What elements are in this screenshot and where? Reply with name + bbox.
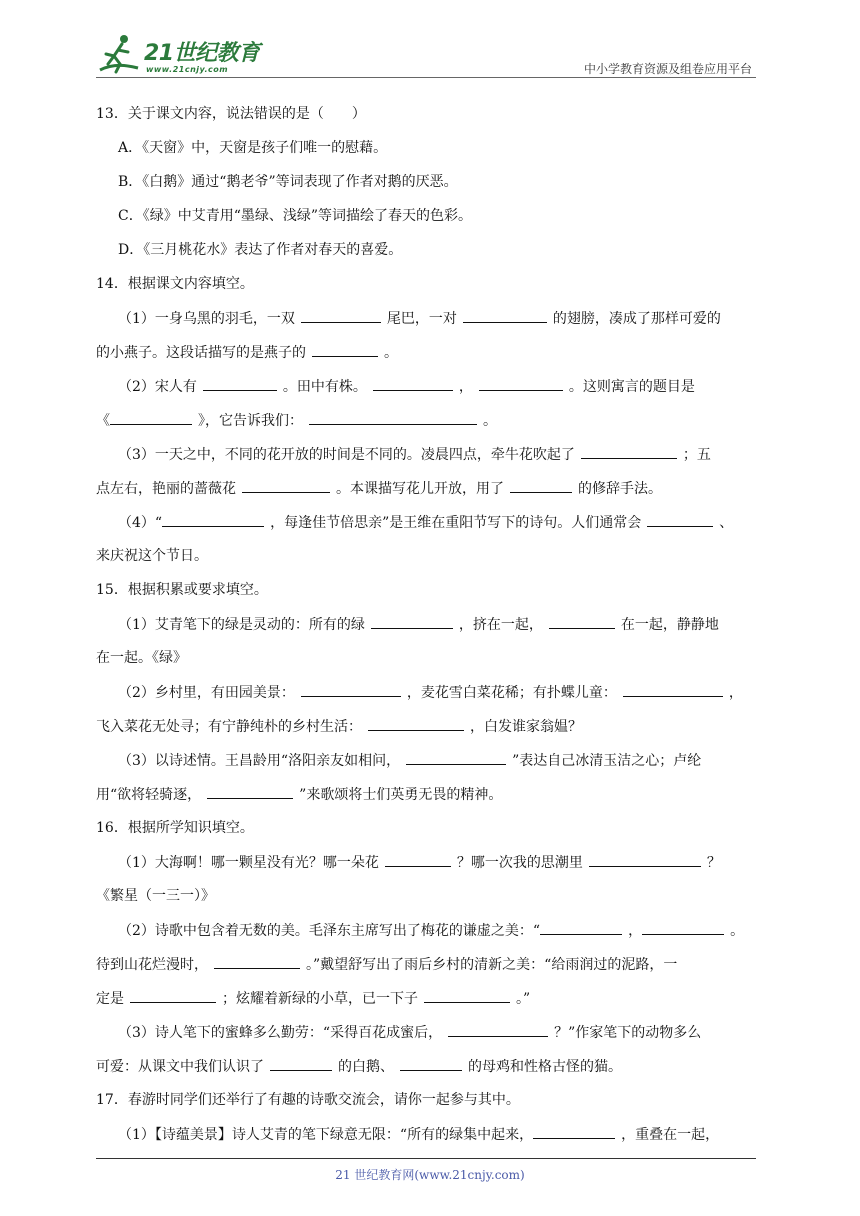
text-segment: 《 (96, 413, 110, 429)
q13-stem: 13．关于课文内容，说法错误的是（ ） (96, 106, 366, 122)
answer-blank[interactable] (301, 682, 401, 697)
text-segment: （2）宋人有 (118, 379, 197, 395)
answer-blank[interactable] (130, 988, 216, 1003)
text-segment: 飞入菜花无处寻；有宁静纯朴的乡村生活： (96, 719, 362, 735)
q14-part4-line2: 来庆祝这个节日。 (96, 548, 208, 564)
text-segment: （1）大海啊！哪一颗星没有光？哪一朵花 (118, 855, 379, 871)
answer-blank[interactable] (549, 614, 615, 629)
answer-blank[interactable] (623, 682, 723, 697)
q16-part1-line2: 《繁星（一三一）》 (96, 888, 215, 904)
q14-part4-line1 (118, 512, 733, 533)
q14-part3-line1 (118, 444, 711, 465)
text-segment: （4）“ (118, 515, 163, 531)
text-segment: 点左右，艳丽的蔷薇花 (96, 481, 236, 497)
text-segment: 。这则寓言的题目是 (568, 379, 695, 395)
q15-part2-line1 (118, 682, 743, 703)
text-segment: 的小燕子。这段话描写的是燕子的 (96, 345, 306, 361)
answer-blank[interactable] (533, 1124, 615, 1139)
text-segment: ，白发谁家翁媪？ (470, 719, 582, 735)
answer-blank[interactable] (463, 308, 547, 323)
q14-part3-line2 (96, 478, 662, 499)
q14-part1-line2 (96, 342, 398, 363)
q14-part2-line1 (118, 376, 695, 397)
logo-text: 21世纪教育 (144, 41, 260, 66)
text-segment: 的白鹅、 (338, 1059, 394, 1075)
answer-blank[interactable] (373, 376, 453, 391)
text-segment: 的修辞手法。 (578, 481, 662, 497)
q15-part3-line1 (118, 750, 701, 771)
page-header (96, 28, 756, 80)
text-segment: ，麦花雪白菜花稀；有扑蝶儿童： (406, 685, 617, 701)
header-divider (96, 77, 756, 78)
text-segment: 的母鸡和性格古怪的猫。 (468, 1059, 622, 1075)
text-segment: 。” (516, 991, 531, 1007)
q16-part2-line2 (96, 954, 677, 975)
q13-option-b: B．《白鹅》通过“鹅老爷”等词表现了作者对鹅的厌恶。 (118, 174, 458, 190)
text-segment: ？”作家笔下的动物多么 (554, 1025, 702, 1041)
answer-blank[interactable] (642, 920, 724, 935)
text-segment: 。 (384, 345, 398, 361)
q13-option-c: C．《绿》中艾青用“墨绿、浅绿”等词描绘了春天的色彩。 (118, 208, 473, 224)
answer-blank[interactable] (448, 1022, 548, 1037)
q17-part1-line1 (118, 1124, 719, 1145)
answer-blank[interactable] (162, 512, 264, 527)
text-segment: ？哪一次我的思潮里 (456, 855, 583, 871)
text-segment: （3）一天之中，不同的花开放的时间是不同的。凌晨四点，牵牛花吹起了 (118, 447, 575, 463)
footer-divider (96, 1158, 756, 1159)
answer-blank[interactable] (203, 376, 277, 391)
text-segment: （1）【诗蕴美景】诗人艾青的笔下绿意无限：“所有的绿集中起来， (118, 1127, 534, 1143)
text-segment: 可爱：从课文中我们认识了 (96, 1059, 264, 1075)
text-segment: （3）以诗述情。王昌龄用“洛阳亲友如相问， (118, 753, 401, 769)
text-segment: 》，它告诉我们： (198, 413, 303, 429)
answer-blank[interactable] (385, 852, 451, 867)
text-segment: ，挤在一起， (458, 617, 543, 633)
answer-blank[interactable] (309, 410, 477, 425)
text-segment: ；炫耀着新绿的小草，已一下子 (222, 991, 418, 1007)
text-segment: 。本课描写花儿开放，用了 (336, 481, 504, 497)
answer-blank[interactable] (312, 342, 378, 357)
text-segment: 。 (483, 413, 497, 429)
q15-part1-line1 (118, 614, 719, 635)
text-segment: 用“欲将轻骑逐， (96, 787, 202, 803)
text-segment: ，重叠在一起， (621, 1127, 720, 1143)
q15-part2-line2 (96, 716, 582, 737)
text-segment: ？ (706, 855, 721, 871)
text-segment: ；五 (682, 447, 711, 463)
q15-part3-line2 (96, 784, 502, 805)
text-segment: （2）乡村里，有田园美景： (118, 685, 295, 701)
text-segment: ， (458, 379, 473, 395)
q13-option-d: D．《三月桃花水》表达了作者对春天的喜爱。 (118, 242, 403, 258)
text-segment: 。田中有株。 (282, 379, 367, 395)
answer-blank[interactable] (406, 750, 506, 765)
answer-blank[interactable] (110, 410, 192, 425)
text-segment: ，每逢佳节倍思亲”是王维在重阳节写下的诗句。人们通常会 (270, 515, 642, 531)
text-segment: ， (728, 685, 743, 701)
text-segment: 在一起，静静地 (620, 617, 719, 633)
answer-blank[interactable] (214, 954, 300, 969)
footer-text: 21 世纪教育网(www.21cnjy.com) (335, 1168, 525, 1182)
q16-part2-line3 (96, 988, 530, 1009)
answer-blank[interactable] (510, 478, 572, 493)
text-segment: （1）艾青笔下的绿是灵动的：所有的绿 (118, 617, 365, 633)
answer-blank[interactable] (368, 716, 464, 731)
text-segment: （2）诗歌中包含着无数的美。毛泽东主席写出了梅花的谦虚之美：“ (118, 923, 541, 939)
answer-blank[interactable] (540, 920, 622, 935)
runner-logo-icon (96, 32, 142, 76)
q14-stem: 14．根据课文内容填空。 (96, 276, 254, 292)
q17-stem: 17．春游时同学们还举行了有趣的诗歌交流会，请你一起参与其中。 (96, 1092, 520, 1108)
q16-part3-line1 (118, 1022, 701, 1043)
q15-stem: 15．根据积累或要求填空。 (96, 582, 268, 598)
answer-blank[interactable] (207, 784, 293, 799)
text-segment: 的翅膀，凑成了那样可爱的 (552, 311, 721, 327)
text-segment: ”来歌颂将士们英勇无畏的精神。 (299, 787, 503, 803)
text-segment: 尾巴，一对 (386, 311, 457, 327)
q13-option-a: A．《天窗》中，天窗是孩子们唯一的慰藉。 (118, 140, 388, 156)
text-segment: （3）诗人笔下的蜜蜂多么勤劳：“采得百花成蜜后， (118, 1025, 443, 1041)
logo (96, 32, 266, 76)
logo-url: www.21cnjy.com (146, 65, 229, 74)
answer-blank[interactable] (270, 1056, 332, 1071)
q16-part2-line1 (118, 920, 744, 941)
q14-part1-line1 (118, 308, 721, 329)
text-segment: 定是 (96, 991, 124, 1007)
answer-blank[interactable] (647, 512, 713, 527)
q16-part1-line1 (118, 852, 721, 873)
text-segment: 。”戴望舒写出了雨后乡村的清新之美：“给雨润过的泥路，一 (306, 957, 678, 973)
answer-blank[interactable] (589, 852, 701, 867)
platform-title: 中小学教育资源及组卷应用平台 (583, 62, 752, 76)
text-segment: 。 (730, 923, 745, 939)
answer-blank[interactable] (424, 988, 510, 1003)
answer-blank[interactable] (242, 478, 330, 493)
q16-part3-line2 (96, 1056, 622, 1077)
text-segment: ”表达自己冰清玉洁之心；卢纶 (512, 753, 702, 769)
text-segment: 待到山花烂漫时， (96, 957, 208, 973)
text-segment: 、 (719, 515, 734, 531)
answer-blank[interactable] (400, 1056, 462, 1071)
q15-part1-line2: 在一起。《绿》 (96, 650, 187, 666)
text-segment: （1）一身乌黑的羽毛，一双 (118, 311, 295, 327)
answer-blank[interactable] (371, 614, 453, 629)
text-segment: ， (628, 923, 643, 939)
answer-blank[interactable] (301, 308, 381, 323)
q14-part2-line2 (96, 410, 497, 431)
answer-blank[interactable] (479, 376, 563, 391)
answer-blank[interactable] (581, 444, 677, 459)
q16-stem: 16．根据所学知识填空。 (96, 820, 254, 836)
